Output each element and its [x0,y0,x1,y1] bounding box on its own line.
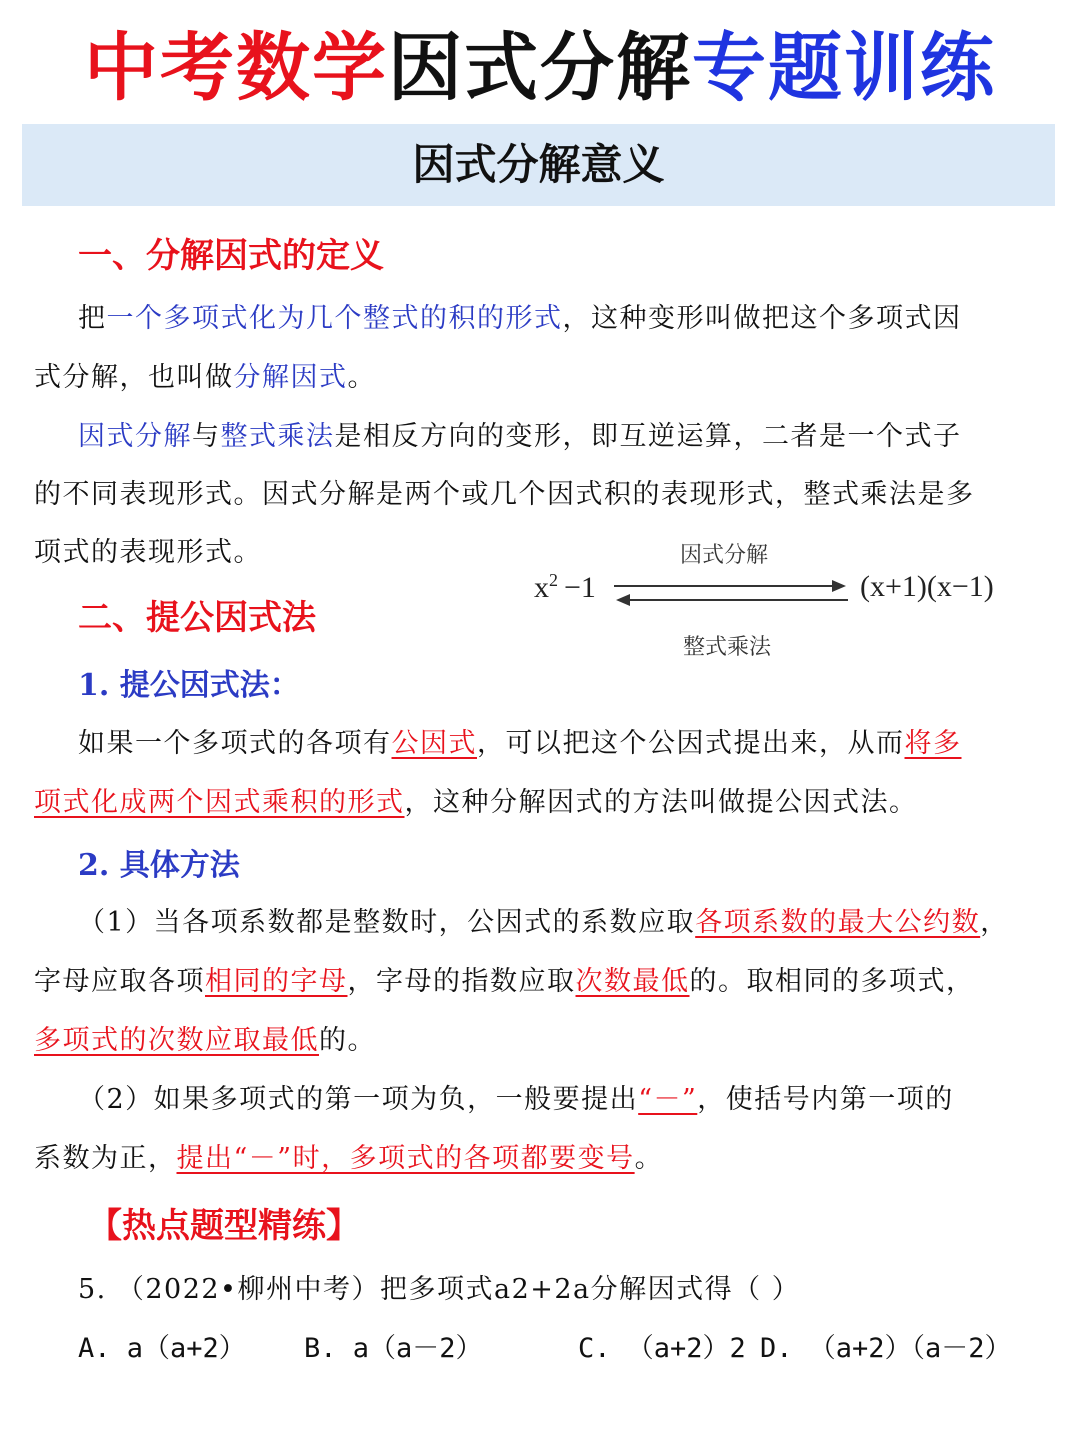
diagram-top-label: 因式分解 [680,543,769,568]
diagram-left-expr: $x^2 -1$ [534,570,596,604]
subheading-method: 1. 提公因式法： [78,668,300,703]
option-a: A. a（a+2） [78,1333,246,1364]
method-line-1: 如果一个多项式的各项有公因式，可以把这个公因式提出来，从而将多 [78,728,962,759]
relation-line-2: 的不同表现形式。因式分解是两个或几个因式积的表现形式，整式乘法是多 [34,479,975,510]
method-line-2: 项式化成两个因式乘积的形式，这种分解因式的方法叫做提公因式法。 [34,787,918,818]
factor-diagram [520,530,1040,670]
rule2-line-2: 系数为正，提出“－”时，多项式的各项都要变号。 [34,1143,664,1174]
section1-heading: 一、分解因式的定义 [78,236,384,276]
title-part-blue: 专题训练 [692,25,996,111]
option-d: D. （a+2）（a－2） [760,1333,1012,1364]
relation-line-1: 因式分解与整式乘法是相反方向的变形，即互逆运算，二者是一个式子 [78,421,962,452]
arrow-right-icon [832,580,846,592]
rule1-line-2: 字母应取各项相同的字母，字母的指数应取次数最低的。取相同的多项式， [34,966,975,997]
definition-line-1: 把一个多项式化为几个整式的积的形式，这种变形叫做把这个多项式因 [78,303,962,334]
rule2-line-1: （2）如果多项式的第一项为负，一般要提出“－”，使括号内第一项的 [78,1084,954,1115]
option-c: C. （a+2）2 [578,1333,746,1364]
relation-line-3: 项式的表现形式。 [34,537,262,568]
option-b: B. a（a－2） [304,1333,483,1364]
arrow-left-icon [616,594,630,606]
practice-heading: 【热点题型精练】 [88,1206,360,1246]
term-factorize: 分解因式 [233,362,348,393]
section2-heading: 二、提公因式法 [78,598,316,638]
page-title [0,18,1080,118]
diagram-bottom-label: 整式乘法 [683,635,772,660]
diagram-right-expr: (x+1)(x−1) [860,570,994,603]
title-part-black: 因式分解 [388,25,692,111]
rule1-line-1: （1）当各项系数都是整数时，公因式的系数应取各项系数的最大公约数， [78,907,1009,938]
title-part-red: 中考数学 [84,25,388,111]
diagram-arrows [612,576,852,610]
definition-line-2: 式分解，也叫做分解因式。 [34,362,376,393]
definition-highlight: 一个多项式化为几个整式的积的形式 [106,303,563,334]
rule1-line-3: 多项式的次数应取最低的。 [34,1025,376,1056]
subheading-specific: 2. 具体方法 [78,848,240,883]
section-banner: 因式分解意义 [22,124,1055,206]
practice-question: 5. （2022•柳州中考）把多项式a2+2a分解因式得（ ） [78,1274,801,1305]
